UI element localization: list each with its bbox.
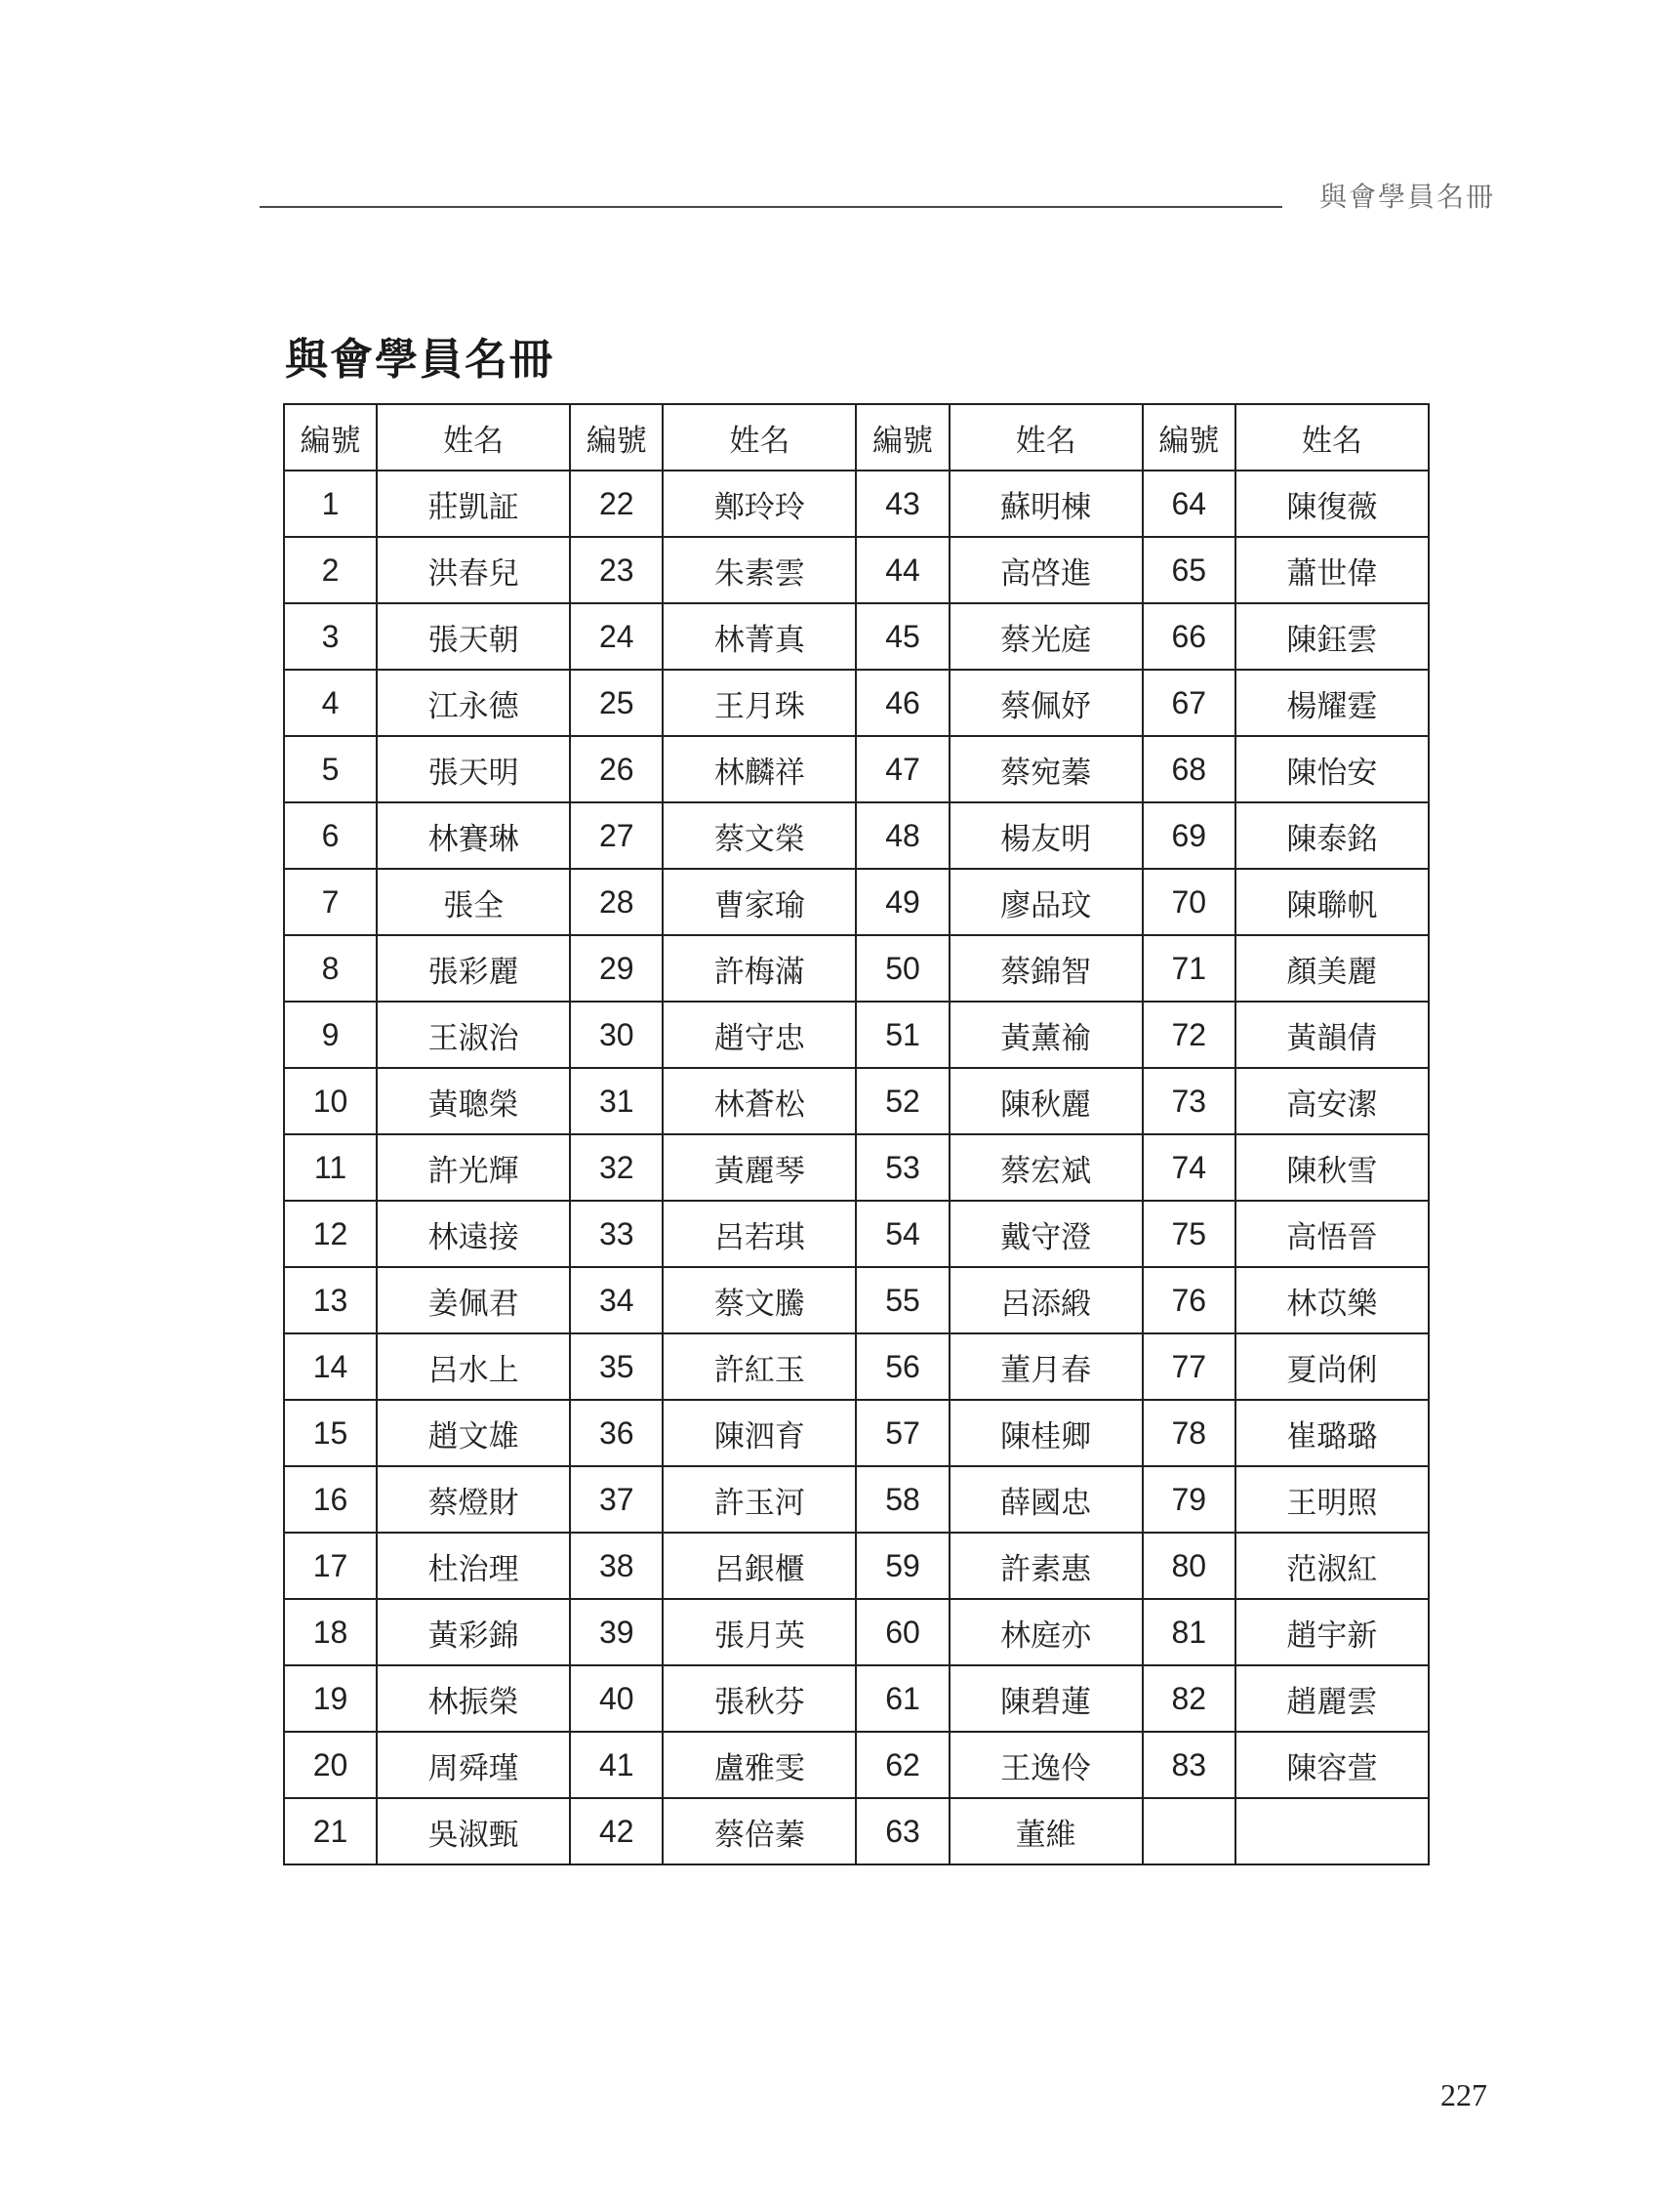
participant-number-cell: 41	[570, 1732, 663, 1798]
participant-name-cell: 張全	[377, 869, 570, 935]
participant-number-cell: 53	[856, 1134, 949, 1201]
participant-name-cell: 呂水上	[377, 1333, 570, 1400]
participant-number-cell: 25	[570, 670, 663, 736]
participant-name-cell: 楊友明	[950, 802, 1143, 869]
participant-name-cell: 洪春兒	[377, 537, 570, 603]
participant-name-cell: 趙守忠	[663, 1002, 856, 1068]
participant-name-cell: 林振榮	[377, 1665, 570, 1732]
participant-name-cell: 林麟祥	[663, 736, 856, 802]
participant-number-cell: 64	[1143, 471, 1235, 537]
participant-name-cell: 蔡光庭	[950, 603, 1143, 670]
participant-number-cell: 49	[856, 869, 949, 935]
participant-name-cell: 林菁真	[663, 603, 856, 670]
participant-number-cell: 1	[284, 471, 377, 537]
participant-number-cell: 8	[284, 935, 377, 1002]
participant-name-cell: 楊耀霆	[1235, 670, 1429, 736]
table-row	[284, 1002, 1429, 1068]
participant-number-cell: 39	[570, 1599, 663, 1665]
participant-number-cell: 10	[284, 1068, 377, 1134]
participant-number-cell: 18	[284, 1599, 377, 1665]
participant-name-cell: 曹家瑜	[663, 869, 856, 935]
participant-number-cell: 14	[284, 1333, 377, 1400]
participant-name-cell: 呂添緞	[950, 1267, 1143, 1333]
column-header-number: 編號	[284, 404, 377, 471]
participant-name-cell: 呂銀櫃	[663, 1533, 856, 1599]
participant-name-cell: 蔡宛蓁	[950, 736, 1143, 802]
participant-name-cell: 王淑治	[377, 1002, 570, 1068]
participant-number-cell: 4	[284, 670, 377, 736]
table-row	[284, 603, 1429, 670]
participant-name-cell: 陳桂卿	[950, 1400, 1143, 1466]
column-header-name: 姓名	[1235, 404, 1429, 471]
page-number: 227	[1440, 2077, 1487, 2112]
participant-name-cell: 董月春	[950, 1333, 1143, 1400]
participant-number-cell: 65	[1143, 537, 1235, 603]
table-row	[284, 1466, 1429, 1533]
participant-name-cell: 崔璐璐	[1235, 1400, 1429, 1466]
participant-number-cell: 11	[284, 1134, 377, 1201]
participant-number-cell: 43	[856, 471, 949, 537]
participant-name-cell: 蔡文榮	[663, 802, 856, 869]
participant-name-cell: 蔡宏斌	[950, 1134, 1143, 1201]
participant-name-cell: 趙麗雲	[1235, 1665, 1429, 1732]
column-header-name: 姓名	[663, 404, 856, 471]
participant-name-cell: 鄭玲玲	[663, 471, 856, 537]
participant-number-cell: 74	[1143, 1134, 1235, 1201]
participant-number-cell: 2	[284, 537, 377, 603]
participant-number-cell: 12	[284, 1201, 377, 1267]
participant-name-cell: 杜治理	[377, 1533, 570, 1599]
participant-number-cell: 58	[856, 1466, 949, 1533]
participant-number-cell: 32	[570, 1134, 663, 1201]
participant-number-cell: 3	[284, 603, 377, 670]
participant-name-cell: 林遠接	[377, 1201, 570, 1267]
participant-name-cell: 夏尚俐	[1235, 1333, 1429, 1400]
participant-name-cell: 許素惠	[950, 1533, 1143, 1599]
participant-name-cell: 趙宇新	[1235, 1599, 1429, 1665]
participant-number-cell: 56	[856, 1333, 949, 1400]
table-row	[284, 1665, 1429, 1732]
participant-name-cell: 莊凱証	[377, 471, 570, 537]
participant-name-cell: 蔡文騰	[663, 1267, 856, 1333]
participant-number-cell: 47	[856, 736, 949, 802]
participant-number-cell: 29	[570, 935, 663, 1002]
table-row	[284, 471, 1429, 537]
participant-number-cell: 5	[284, 736, 377, 802]
participant-number-cell: 68	[1143, 736, 1235, 802]
table-row	[284, 1333, 1429, 1400]
participant-name-cell: 蔡錦智	[950, 935, 1143, 1002]
participant-name-cell: 陳秋麗	[950, 1068, 1143, 1134]
participant-name-cell: 王明照	[1235, 1466, 1429, 1533]
participant-number-cell: 35	[570, 1333, 663, 1400]
participant-name-cell: 林蒼松	[663, 1068, 856, 1134]
participant-name-cell: 陳怡安	[1235, 736, 1429, 802]
participant-number-cell: 60	[856, 1599, 949, 1665]
participant-name-cell	[1235, 1798, 1429, 1864]
participant-number-cell: 26	[570, 736, 663, 802]
participant-name-cell: 蔡倍蓁	[663, 1798, 856, 1864]
participant-name-cell: 姜佩君	[377, 1267, 570, 1333]
table-row	[284, 1400, 1429, 1466]
column-header-number: 編號	[856, 404, 949, 471]
participant-number-cell: 52	[856, 1068, 949, 1134]
participant-number-cell: 81	[1143, 1599, 1235, 1665]
participant-number-cell: 28	[570, 869, 663, 935]
participant-name-cell: 薛國忠	[950, 1466, 1143, 1533]
column-header-number: 編號	[570, 404, 663, 471]
participant-number-cell: 82	[1143, 1665, 1235, 1732]
participant-name-cell: 陳泰銘	[1235, 802, 1429, 869]
participant-number-cell: 59	[856, 1533, 949, 1599]
participant-number-cell: 22	[570, 471, 663, 537]
participant-number-cell: 79	[1143, 1466, 1235, 1533]
table-row	[284, 736, 1429, 802]
participant-number-cell: 61	[856, 1665, 949, 1732]
running-header-title: 與會學員名冊	[1319, 181, 1496, 213]
participant-number-cell	[1143, 1798, 1235, 1864]
participant-number-cell: 80	[1143, 1533, 1235, 1599]
participant-number-cell: 40	[570, 1665, 663, 1732]
participant-number-cell: 78	[1143, 1400, 1235, 1466]
table-row	[284, 935, 1429, 1002]
participant-number-cell: 69	[1143, 802, 1235, 869]
participant-name-cell: 陳碧蓮	[950, 1665, 1143, 1732]
participant-name-cell: 周舜瑾	[377, 1732, 570, 1798]
participant-name-cell: 高安潔	[1235, 1068, 1429, 1134]
participant-number-cell: 73	[1143, 1068, 1235, 1134]
participant-number-cell: 66	[1143, 603, 1235, 670]
participant-name-cell: 蔡佩妤	[950, 670, 1143, 736]
participant-name-cell: 陳復薇	[1235, 471, 1429, 537]
participant-number-cell: 21	[284, 1798, 377, 1864]
participant-name-cell: 陳泗育	[663, 1400, 856, 1466]
participant-number-cell: 15	[284, 1400, 377, 1466]
participant-number-cell: 19	[284, 1665, 377, 1732]
participant-name-cell: 蘇明棟	[950, 471, 1143, 537]
participant-name-cell: 林庭亦	[950, 1599, 1143, 1665]
participant-name-cell: 許梅滿	[663, 935, 856, 1002]
participant-name-cell: 高啓進	[950, 537, 1143, 603]
participant-name-cell: 廖品玟	[950, 869, 1143, 935]
participant-number-cell: 50	[856, 935, 949, 1002]
participant-number-cell: 55	[856, 1267, 949, 1333]
participant-number-cell: 33	[570, 1201, 663, 1267]
participant-number-cell: 70	[1143, 869, 1235, 935]
column-header-number: 編號	[1143, 404, 1235, 471]
participant-number-cell: 51	[856, 1002, 949, 1068]
participant-name-cell: 陳鈺雲	[1235, 603, 1429, 670]
column-header-name: 姓名	[377, 404, 570, 471]
participant-name-cell: 張秋芬	[663, 1665, 856, 1732]
participant-number-cell: 83	[1143, 1732, 1235, 1798]
participant-number-cell: 76	[1143, 1267, 1235, 1333]
participant-number-cell: 44	[856, 537, 949, 603]
participant-roster-table	[283, 403, 1430, 1865]
participant-number-cell: 31	[570, 1068, 663, 1134]
participant-number-cell: 67	[1143, 670, 1235, 736]
participant-name-cell: 林賽琳	[377, 802, 570, 869]
participant-name-cell: 張天明	[377, 736, 570, 802]
participant-name-cell: 范淑紅	[1235, 1533, 1429, 1599]
page-title: 與會學員名冊	[285, 335, 554, 385]
participant-name-cell: 盧雅雯	[663, 1732, 856, 1798]
participant-number-cell: 75	[1143, 1201, 1235, 1267]
table-row	[284, 869, 1429, 935]
participant-number-cell: 16	[284, 1466, 377, 1533]
participant-number-cell: 17	[284, 1533, 377, 1599]
participant-name-cell: 呂若琪	[663, 1201, 856, 1267]
participant-number-cell: 77	[1143, 1333, 1235, 1400]
table-header-row	[284, 404, 1429, 471]
participant-name-cell: 戴守澄	[950, 1201, 1143, 1267]
participant-name-cell: 許光輝	[377, 1134, 570, 1201]
participant-number-cell: 57	[856, 1400, 949, 1466]
participant-name-cell: 蔡燈財	[377, 1466, 570, 1533]
participant-name-cell: 林苡樂	[1235, 1267, 1429, 1333]
table-row	[284, 1068, 1429, 1134]
participant-number-cell: 6	[284, 802, 377, 869]
participant-name-cell: 高悟晉	[1235, 1201, 1429, 1267]
column-header-name: 姓名	[950, 404, 1143, 471]
participant-name-cell: 陳聯帆	[1235, 869, 1429, 935]
table-row	[284, 1201, 1429, 1267]
participant-name-cell: 王月珠	[663, 670, 856, 736]
table-row	[284, 670, 1429, 736]
participant-number-cell: 34	[570, 1267, 663, 1333]
participant-number-cell: 46	[856, 670, 949, 736]
participant-number-cell: 45	[856, 603, 949, 670]
participant-number-cell: 9	[284, 1002, 377, 1068]
participant-name-cell: 張彩麗	[377, 935, 570, 1002]
participant-number-cell: 48	[856, 802, 949, 869]
participant-number-cell: 36	[570, 1400, 663, 1466]
participant-number-cell: 62	[856, 1732, 949, 1798]
participant-name-cell: 董維	[950, 1798, 1143, 1864]
participant-number-cell: 54	[856, 1201, 949, 1267]
participant-number-cell: 23	[570, 537, 663, 603]
table-row	[284, 802, 1429, 869]
participant-name-cell: 黃彩錦	[377, 1599, 570, 1665]
participant-number-cell: 27	[570, 802, 663, 869]
table-row	[284, 1599, 1429, 1665]
participant-name-cell: 陳容萱	[1235, 1732, 1429, 1798]
participant-number-cell: 71	[1143, 935, 1235, 1002]
participant-name-cell: 黃聰榮	[377, 1068, 570, 1134]
participant-number-cell: 42	[570, 1798, 663, 1864]
participant-name-cell: 許玉河	[663, 1466, 856, 1533]
table-row	[284, 1732, 1429, 1798]
participant-name-cell: 黃薰褕	[950, 1002, 1143, 1068]
participant-name-cell: 陳秋雪	[1235, 1134, 1429, 1201]
participant-name-cell: 黃韻倩	[1235, 1002, 1429, 1068]
participant-number-cell: 38	[570, 1533, 663, 1599]
table-row	[284, 1533, 1429, 1599]
participant-name-cell: 趙文雄	[377, 1400, 570, 1466]
participant-number-cell: 24	[570, 603, 663, 670]
table-body	[284, 471, 1429, 1864]
table-row	[284, 1267, 1429, 1333]
participant-name-cell: 朱素雲	[663, 537, 856, 603]
participant-number-cell: 13	[284, 1267, 377, 1333]
participant-name-cell: 吳淑甄	[377, 1798, 570, 1864]
table-row	[284, 1134, 1429, 1201]
participant-number-cell: 7	[284, 869, 377, 935]
participant-name-cell: 顏美麗	[1235, 935, 1429, 1002]
table-row	[284, 537, 1429, 603]
participant-name-cell: 張月英	[663, 1599, 856, 1665]
participant-number-cell: 30	[570, 1002, 663, 1068]
participant-name-cell: 張天朝	[377, 603, 570, 670]
participant-number-cell: 37	[570, 1466, 663, 1533]
participant-name-cell: 黃麗琴	[663, 1134, 856, 1201]
participant-name-cell: 蕭世偉	[1235, 537, 1429, 603]
table-row	[284, 1798, 1429, 1864]
header-rule	[260, 206, 1282, 208]
participant-name-cell: 王逸伶	[950, 1732, 1143, 1798]
participant-number-cell: 72	[1143, 1002, 1235, 1068]
participant-name-cell: 許紅玉	[663, 1333, 856, 1400]
participant-number-cell: 63	[856, 1798, 949, 1864]
participant-name-cell: 江永德	[377, 670, 570, 736]
participant-number-cell: 20	[284, 1732, 377, 1798]
